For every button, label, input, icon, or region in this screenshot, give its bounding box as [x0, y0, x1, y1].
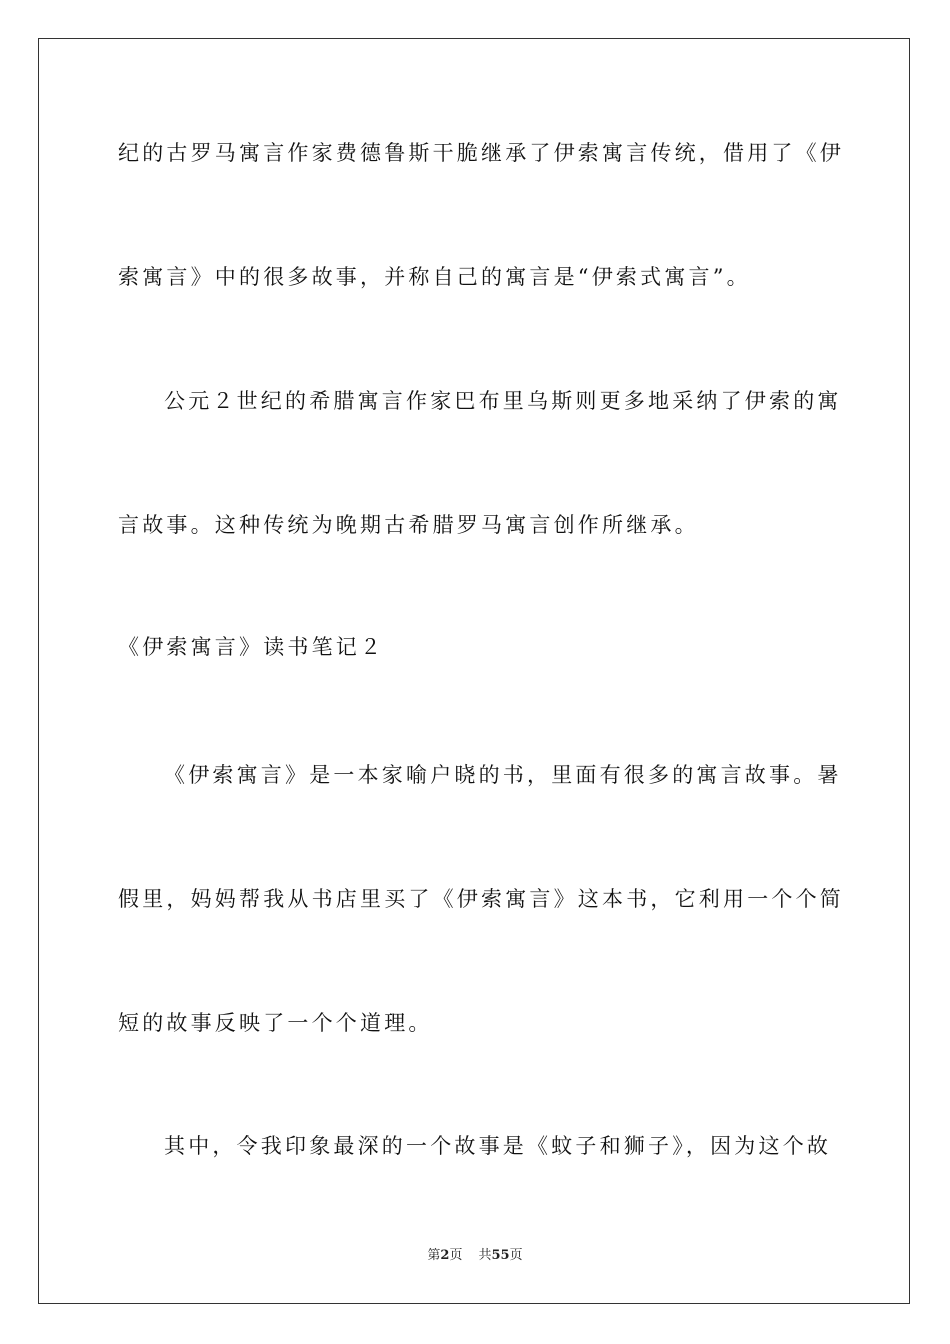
total-suffix: 页	[509, 1248, 523, 1263]
body-text-line: 假里，妈妈帮我从书店里买了《伊索寓言》这本书，它利用一个个简	[118, 887, 844, 911]
body-text-line: 索寓言》中的很多故事，并称自己的寓言是“伊索式寓言”。	[118, 265, 751, 289]
page-prefix: 第	[427, 1248, 441, 1263]
total-pages: 55	[491, 1248, 510, 1263]
paragraph-start-line: 其中，令我印象最深的一个故事是《蚊子和狮子》，因为这个故	[164, 1134, 832, 1158]
page-suffix: 页	[449, 1248, 463, 1263]
body-text-line: 言故事。这种传统为晚期古希腊罗马寓言创作所继承。	[118, 513, 699, 537]
total-prefix: 共	[478, 1248, 492, 1263]
paragraph-start-line: 《伊索寓言》是一本家喻户晓的书，里面有很多的寓言故事。暑	[164, 763, 842, 787]
body-text-line: 短的故事反映了一个个道理。	[118, 1011, 433, 1035]
paragraph-start-line: 公元２世纪的希腊寓言作家巴布里乌斯则更多地采纳了伊索的寓	[164, 389, 842, 413]
body-text-line: 纪的古罗马寓言作家费德鲁斯干脆继承了伊索寓言传统，借用了《伊	[118, 141, 844, 165]
page-footer	[0, 1244, 950, 1263]
section-heading: 《伊索寓言》读书笔记２	[118, 635, 385, 659]
page-number: 2	[440, 1248, 450, 1263]
page-border	[38, 38, 910, 1304]
